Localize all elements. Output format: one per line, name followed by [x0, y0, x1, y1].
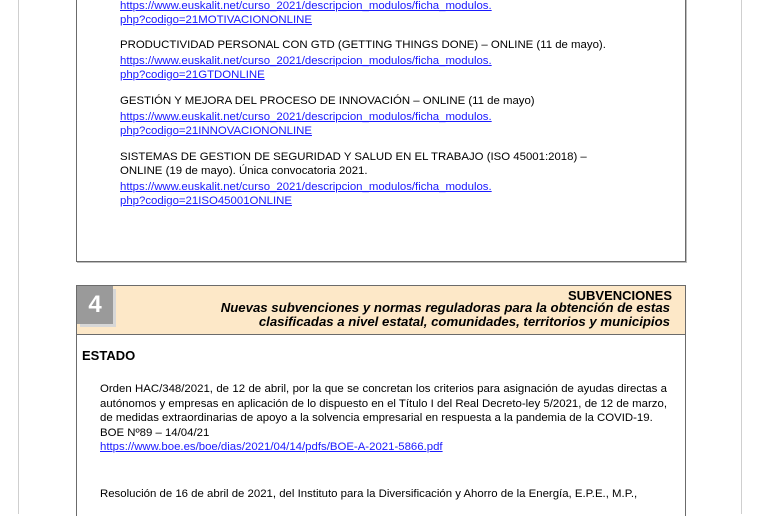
course-item — [120, 94, 535, 138]
course-link-cont[interactable]: php?codigo=21GTDONLINE — [120, 69, 265, 81]
regulation-item — [100, 487, 667, 502]
course-item — [120, 150, 587, 208]
course-title: PRODUCTIVIDAD PERSONAL CON GTD (GETTING THINGS DONE) – ONLINE (11 de mayo). — [120, 39, 606, 51]
course-title: SISTEMAS DE GESTION DE SEGURIDAD Y SALUD EN EL TRABAJO (ISO 45001:2018) – — [120, 151, 587, 163]
course-link-cont[interactable]: php?codigo=21MOTIVACIONONLINE — [120, 14, 312, 26]
regulation-text: Orden HAC/348/2021, de 12 de abril, por la que se concretan los criterios para asignación de ayudas directas a autónomos y empresas en aplicación de lo dispuesto en el Título I del Real Decreto-ley 5/2021, de 12 de marzo, de medidas extraordinarias de apoyo a la solvencia empresarial en respuesta a la pandemia de la COVID-19. — [100, 383, 667, 424]
section-title — [150, 301, 670, 329]
boe-reference: BOE Nº89 – 14/04/21 — [100, 426, 210, 439]
course-link[interactable]: https://www.euskalit.net/curso_2021/descripcion_modulos/ficha_modulos. — [120, 181, 492, 193]
section-title-line: Nuevas subvenciones y normas reguladoras para la obtención de estas — [220, 300, 670, 315]
subheading-estado: ESTADO — [82, 348, 136, 363]
course-link-cont[interactable]: php?codigo=21INNOVACIONONLINE — [120, 125, 312, 137]
course-link-cont[interactable]: php?codigo=21ISO45001ONLINE — [120, 195, 292, 207]
course-item — [120, 0, 492, 27]
course-title-cont: ONLINE (19 de mayo). Única convocatoria 2021. — [120, 165, 368, 177]
course-item — [120, 38, 606, 82]
boe-link[interactable]: https://www.boe.es/boe/dias/2021/04/14/pdfs/BOE-A-2021-5866.pdf — [100, 441, 443, 453]
regulation-item — [100, 382, 667, 455]
regulation-text: Resolución de 16 de abril de 2021, del Instituto para la Diversificación y Ahorro de la Energía, E.P.E., M.P., — [100, 488, 638, 500]
section-number: 4 — [77, 286, 113, 324]
section-category: SUBVENCIONES — [567, 288, 672, 303]
section-title-line: clasificadas a nivel estatal, comunidades, territorios y municipios — [258, 314, 670, 329]
course-title: GESTIÓN Y MEJORA DEL PROCESO DE INNOVACIÓN – ONLINE (11 de mayo) — [120, 95, 535, 107]
course-link[interactable]: https://www.euskalit.net/curso_2021/descripcion_modulos/ficha_modulos. — [120, 0, 492, 12]
course-link[interactable]: https://www.euskalit.net/curso_2021/descripcion_modulos/ficha_modulos. — [120, 111, 492, 123]
course-link[interactable]: https://www.euskalit.net/curso_2021/descripcion_modulos/ficha_modulos. — [120, 55, 492, 67]
